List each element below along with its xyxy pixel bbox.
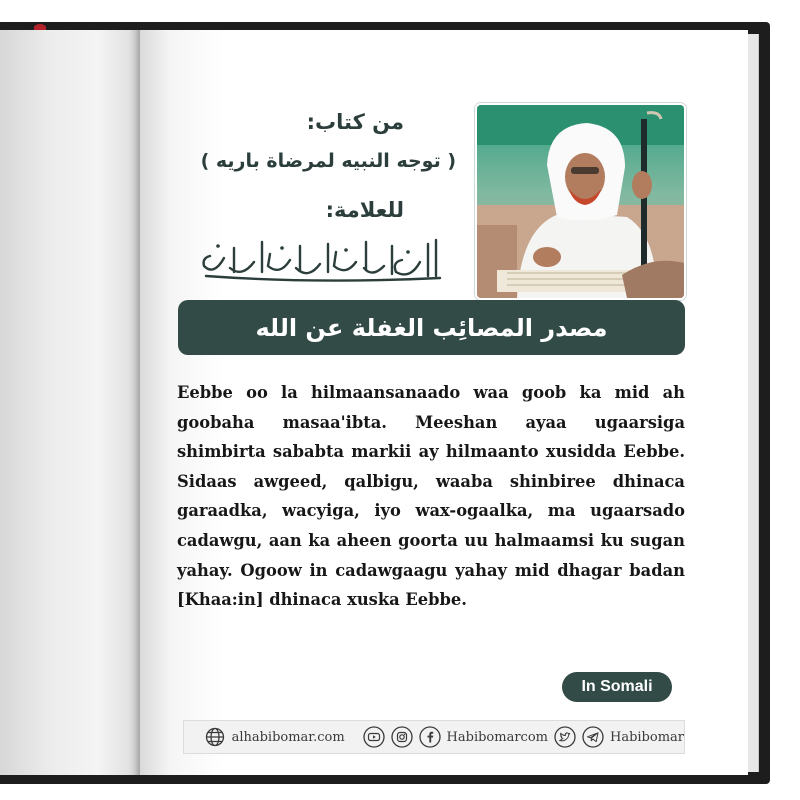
title-banner: [178, 300, 685, 355]
telegram-icon[interactable]: [582, 726, 604, 748]
globe-icon: [204, 726, 226, 748]
social-handle-primary[interactable]: Habibomarcom: [446, 729, 548, 745]
scholar-calligraphy-signature: [196, 232, 446, 284]
website-link[interactable]: alhabibomar.com: [231, 729, 345, 745]
left-page: [0, 30, 140, 775]
youtube-icon[interactable]: [363, 726, 385, 748]
scholar-photo: [475, 103, 686, 300]
social-handle-secondary[interactable]: Habibomar: [609, 729, 684, 745]
language-badge: In Somali: [562, 672, 672, 702]
body-paragraph: Eebbe oo la hilmaansanaado waa goob ka mid ah goobaha masaa'ibta. Meeshan ayaa ugaarsiga shimbirta sababta markii ay hilmaanto xusidda Eebbe. Sidaas awgeed, qalbigu, waaba shinbiree dhinaca garaadka, wacyiga, iyo wax-ogaalka, ma ugaarsado cadawgu, aan ka aheen goorta uu halmaamsi ku sugan yahay. Ogoow in cadawgaagu yahay mid dhagar badan [Khaa:in] dhinaca xuska Eebbe.: [177, 383, 685, 610]
title-text: مصدر المصائِب الغفلة عن الله: [255, 313, 608, 342]
book-title: ( توجه النبيه لمرضاة باريه ): [200, 150, 456, 172]
twitter-icon[interactable]: [554, 726, 576, 748]
instagram-icon[interactable]: [391, 726, 413, 748]
footer-bar: [183, 720, 685, 754]
scholar-label: للعلامة:: [325, 198, 404, 222]
page-edge: [748, 34, 759, 772]
facebook-icon[interactable]: [419, 726, 441, 748]
from-book-label: من كتاب:: [306, 110, 404, 134]
